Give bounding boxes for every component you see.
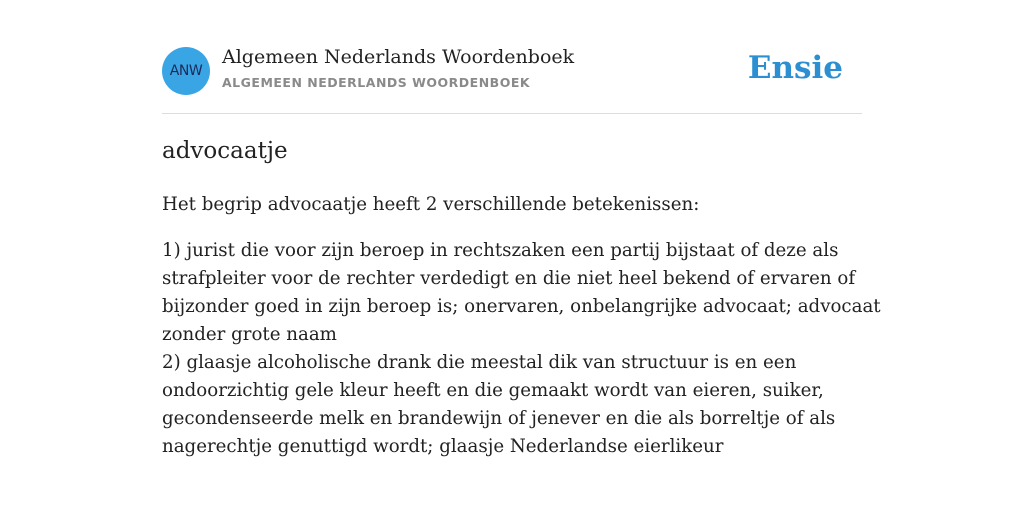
site-subtitle: ALGEMEEN NEDERLANDS WOORDENBOEK	[222, 75, 531, 90]
definition-line: 1) jurist die voor zijn beroep in rechtszaken een partij bijstaat of deze als	[162, 240, 839, 261]
definition-line: 2) glaasje alcoholische drank die meestal dik van structuur is en een	[162, 352, 797, 373]
definition-line: bijzonder goed in zijn beroep is; onervaren, onbelangrijke advocaat; advocaat	[162, 296, 881, 317]
definition-item	[162, 237, 881, 349]
anw-logo[interactable]: ANW	[162, 47, 210, 95]
definitions-list	[162, 237, 881, 461]
definition-line: gecondenseerde melk en brandewijn of jenever en die als borreltje of als	[162, 408, 836, 429]
page-container	[162, 0, 881, 457]
page-title: advocaatje	[162, 138, 288, 164]
intro-text: Het begrip advocaatje heeft 2 verschillende betekenissen:	[162, 194, 700, 215]
definition-line: zonder grote naam	[162, 324, 337, 345]
definition-line: ondoorzichtig gele kleur heeft en die gemaakt wordt van eieren, suiker,	[162, 380, 824, 401]
definition-item	[162, 349, 862, 461]
definition-line: nagerechtje genuttigd wordt; glaasje Nederlandse eierlikeur	[162, 436, 724, 457]
site-title[interactable]: Algemeen Nederlands Woordenboek	[222, 46, 575, 68]
header	[162, 0, 862, 114]
definition-line: strafpleiter voor de rechter verdedigt en die niet heel bekend of ervaren of	[162, 268, 856, 289]
ensie-logo[interactable]: Ensie	[747, 50, 843, 86]
